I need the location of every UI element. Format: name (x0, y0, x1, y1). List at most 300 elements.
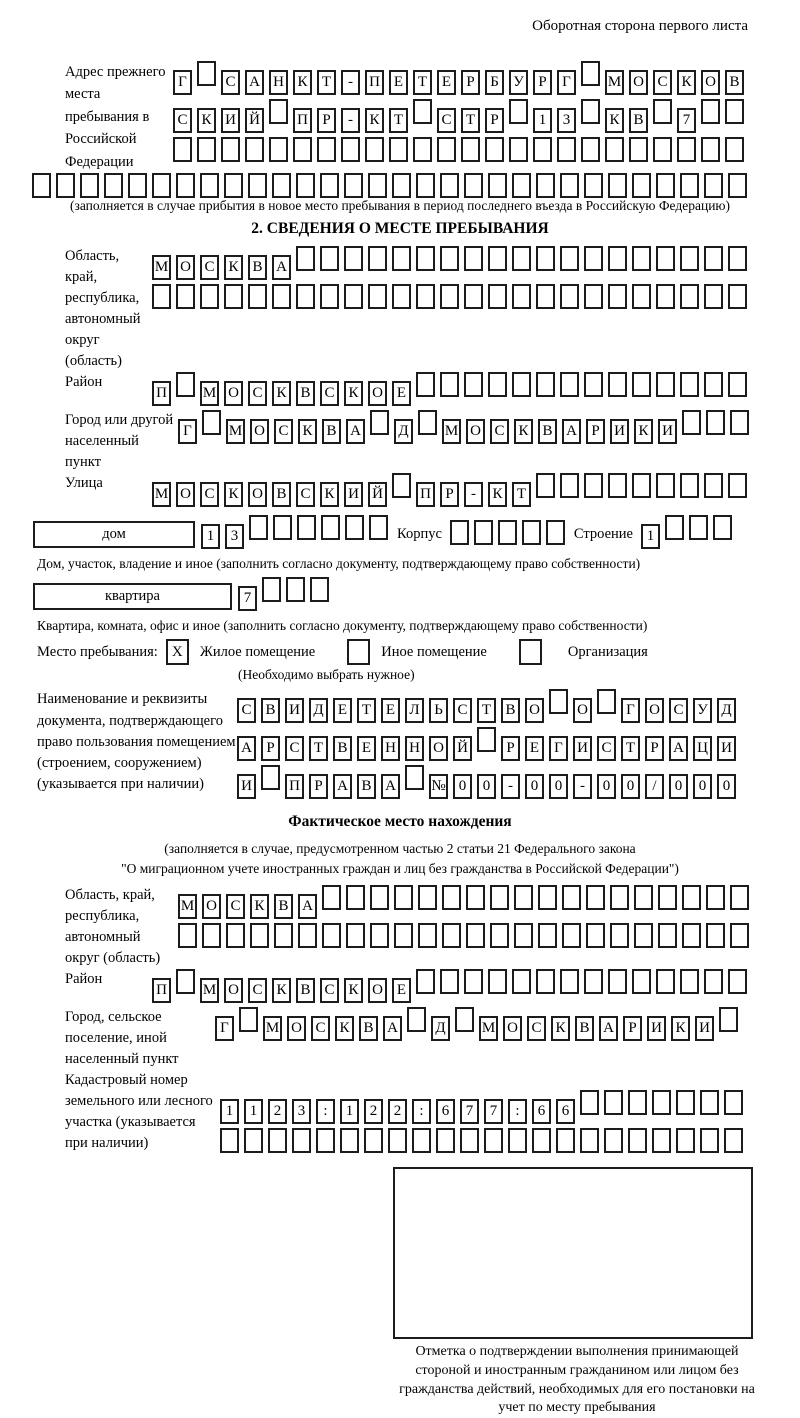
char-box: О (248, 482, 267, 507)
char-box: П (285, 774, 304, 799)
char-box: О (629, 70, 648, 95)
cadastral-row-1 (220, 1090, 748, 1124)
char-box: К (197, 108, 216, 133)
actual-region-label: Область, край, республика, автономный округ (область) (65, 886, 161, 966)
char-box (730, 410, 749, 435)
char-box: 0 (597, 774, 616, 799)
char-box: К (514, 419, 533, 444)
char-box: 7 (460, 1099, 479, 1124)
char-box (412, 1128, 431, 1153)
char-box: К (224, 482, 243, 507)
char-box (706, 410, 725, 435)
char-box: Г (173, 70, 192, 95)
char-box: Р (533, 70, 552, 95)
char-box (560, 372, 579, 397)
char-box (512, 173, 531, 198)
char-box (584, 284, 603, 309)
char-box: В (296, 978, 315, 1003)
char-box: А (245, 70, 264, 95)
char-box: 6 (436, 1099, 455, 1124)
char-box: О (224, 978, 243, 1003)
char-box (416, 173, 435, 198)
char-box (346, 923, 365, 948)
char-box: № (429, 774, 448, 799)
char-box: 0 (453, 774, 472, 799)
document-row-3 (237, 765, 741, 799)
char-box (220, 1128, 239, 1153)
char-box: К (488, 482, 507, 507)
char-box (512, 284, 531, 309)
house-line (33, 515, 800, 553)
char-box: О (250, 419, 269, 444)
char-box: И (717, 736, 736, 761)
char-box (394, 885, 413, 910)
char-box (320, 246, 339, 271)
char-box (634, 923, 653, 948)
char-box (474, 520, 493, 545)
char-box (658, 923, 677, 948)
char-box: О (701, 70, 720, 95)
char-box (442, 885, 461, 910)
char-box (244, 1128, 263, 1153)
char-box: 6 (532, 1099, 551, 1124)
char-box: И (221, 108, 240, 133)
char-box (286, 577, 305, 602)
char-box: Н (269, 70, 288, 95)
char-box (413, 137, 432, 162)
char-box (392, 473, 411, 498)
char-box (341, 137, 360, 162)
char-box (202, 410, 221, 435)
char-box (584, 372, 603, 397)
char-box: Н (405, 736, 424, 761)
char-box: И (237, 774, 256, 799)
char-box: А (346, 419, 365, 444)
char-box (455, 1007, 474, 1032)
char-box: Г (621, 698, 640, 723)
char-box: 0 (621, 774, 640, 799)
apartment-number-row (238, 577, 334, 611)
char-box (340, 1128, 359, 1153)
char-box (392, 246, 411, 271)
char-box (440, 284, 459, 309)
char-box (509, 99, 528, 124)
char-box: А (599, 1016, 618, 1041)
char-box (665, 515, 684, 540)
char-box: К (344, 978, 363, 1003)
char-box (706, 885, 725, 910)
stay-option-residential-label: Жилое помещение (199, 644, 316, 661)
char-box: Д (309, 698, 328, 723)
char-box: Г (557, 70, 576, 95)
char-box (394, 923, 413, 948)
apartment-type-box: квартира (33, 583, 232, 610)
actual-district-label: Район (65, 970, 103, 987)
char-box (370, 885, 389, 910)
char-box (608, 173, 627, 198)
char-box: К (605, 108, 624, 133)
char-box: - (341, 70, 360, 95)
char-box (656, 246, 675, 271)
char-box: У (509, 70, 528, 95)
char-box (632, 173, 651, 198)
char-box: И (285, 698, 304, 723)
char-box (652, 1090, 671, 1115)
char-box (728, 372, 747, 397)
char-box (197, 137, 216, 162)
char-box (704, 246, 723, 271)
char-box (725, 137, 744, 162)
char-box (416, 284, 435, 309)
char-box (488, 969, 507, 994)
char-box: Й (368, 482, 387, 507)
district-block (65, 372, 800, 410)
char-box: П (152, 978, 171, 1003)
char-box (701, 137, 720, 162)
actual-city-row (215, 1007, 743, 1066)
char-box (512, 372, 531, 397)
char-box: А (333, 774, 352, 799)
char-box (724, 1090, 743, 1115)
char-box: И (344, 482, 363, 507)
char-box (628, 1128, 647, 1153)
char-box: Е (437, 70, 456, 95)
char-box (557, 137, 576, 162)
actual-location-title: Фактическое место нахождения (288, 813, 512, 831)
char-box (581, 137, 600, 162)
char-box (297, 515, 316, 540)
char-box (436, 1128, 455, 1153)
char-box: Д (394, 419, 413, 444)
char-box: Р (440, 482, 459, 507)
actual-location-note-1: (заполняется в случае, предусмотренном частью 2 статьи 21 Федерального закона (164, 841, 636, 857)
stay-type-label: Место пребывания: (37, 644, 158, 661)
char-box (580, 1128, 599, 1153)
char-box: Р (501, 736, 520, 761)
char-box: Г (215, 1016, 234, 1041)
char-box (700, 1128, 719, 1153)
char-box (365, 137, 384, 162)
char-box (440, 173, 459, 198)
char-box: В (629, 108, 648, 133)
char-box (704, 372, 723, 397)
actual-city-block (65, 1007, 800, 1070)
char-box (488, 246, 507, 271)
char-box: 3 (292, 1099, 311, 1124)
char-box: В (725, 70, 744, 95)
char-box (269, 99, 288, 124)
char-box: 0 (549, 774, 568, 799)
char-box (632, 246, 651, 271)
char-box: В (333, 736, 352, 761)
char-box: Т (389, 108, 408, 133)
char-box: С (248, 978, 267, 1003)
char-box (730, 885, 749, 910)
char-box: П (365, 70, 384, 95)
char-box (608, 284, 627, 309)
char-box (440, 246, 459, 271)
char-box (604, 1090, 623, 1115)
document-label: Наименование и реквизиты документа, подтверждающего право пользования помещением (строением, сооружением) (указывается при наличии) (37, 691, 236, 792)
region-row-1 (152, 246, 752, 280)
char-box (464, 969, 483, 994)
char-box: Д (717, 698, 736, 723)
char-box: О (645, 698, 664, 723)
char-box: П (416, 482, 435, 507)
char-box (656, 173, 675, 198)
char-box (200, 173, 219, 198)
char-box (508, 1128, 527, 1153)
char-box (713, 515, 732, 540)
char-box: К (272, 381, 291, 406)
district-row (152, 372, 752, 406)
char-box (701, 99, 720, 124)
char-box (538, 923, 557, 948)
char-box (728, 969, 747, 994)
char-box (442, 923, 461, 948)
char-box (730, 923, 749, 948)
char-box (104, 173, 123, 198)
char-box: С (237, 698, 256, 723)
char-box: С (274, 419, 293, 444)
char-box: А (381, 774, 400, 799)
char-box: К (320, 482, 339, 507)
char-box (604, 1128, 623, 1153)
char-box (629, 137, 648, 162)
char-box: М (442, 419, 461, 444)
char-box: О (368, 381, 387, 406)
char-box (320, 173, 339, 198)
char-box (536, 284, 555, 309)
prev-address-label: Адрес прежнего места пребывания в Российской Федерации (65, 64, 166, 170)
char-box (719, 1007, 738, 1032)
char-box (562, 923, 581, 948)
stay-type-row (37, 639, 800, 665)
char-box: Б (485, 70, 504, 95)
char-box: Г (549, 736, 568, 761)
char-box (389, 137, 408, 162)
char-box (584, 246, 603, 271)
char-box (560, 473, 579, 498)
char-box (658, 885, 677, 910)
char-box (536, 246, 555, 271)
prev-address-row-4 (32, 173, 800, 198)
region-rows (152, 246, 752, 372)
char-box (728, 473, 747, 498)
char-box (250, 923, 269, 948)
actual-region-row-1 (178, 885, 754, 919)
char-box (364, 1128, 383, 1153)
char-box (262, 577, 281, 602)
char-box: - (573, 774, 592, 799)
apartment-note: Квартира, комната, офис и иное (заполнить согласно документу, подтверждающему право собственности) (37, 618, 648, 634)
char-box (460, 1128, 479, 1153)
char-box (584, 473, 603, 498)
char-box: У (693, 698, 712, 723)
cadastral-row-2 (220, 1128, 748, 1153)
char-box: / (645, 774, 664, 799)
char-box: Т (477, 698, 496, 723)
char-box: Е (333, 698, 352, 723)
char-box: В (248, 255, 267, 280)
char-box: Й (245, 108, 264, 133)
prev-address-row-3 (173, 137, 749, 162)
char-box: А (272, 255, 291, 280)
char-box (512, 246, 531, 271)
char-box: П (293, 108, 312, 133)
char-box (268, 1128, 287, 1153)
char-box (608, 473, 627, 498)
char-box (680, 284, 699, 309)
char-box (296, 173, 315, 198)
actual-region-row-2 (178, 923, 754, 948)
char-box: С (490, 419, 509, 444)
char-box (680, 969, 699, 994)
char-box: В (575, 1016, 594, 1041)
char-box: : (412, 1099, 431, 1124)
cadastral-block (65, 1070, 800, 1157)
char-box (178, 923, 197, 948)
char-box (656, 473, 675, 498)
char-box (728, 284, 747, 309)
char-box (56, 173, 75, 198)
char-box (440, 969, 459, 994)
char-box (320, 284, 339, 309)
char-box (725, 99, 744, 124)
char-box (345, 515, 364, 540)
char-box: С (221, 70, 240, 95)
stay-option-organization-label: Организация (567, 644, 648, 661)
street-block (65, 473, 800, 511)
char-box (272, 173, 291, 198)
char-box (464, 173, 483, 198)
char-box (344, 246, 363, 271)
char-box: Р (586, 419, 605, 444)
confirmation-stamp-box (393, 1167, 753, 1339)
char-box (274, 923, 293, 948)
char-box: 1 (641, 524, 660, 549)
char-box: И (695, 1016, 714, 1041)
char-box (464, 246, 483, 271)
char-box: П (152, 381, 171, 406)
char-box: С (285, 736, 304, 761)
stay-option-residential-checkbox: X (166, 639, 189, 665)
char-box: К (293, 70, 312, 95)
actual-region-block (65, 885, 800, 969)
actual-district-row (152, 969, 752, 1003)
char-box: О (202, 894, 221, 919)
char-box (416, 372, 435, 397)
char-box: О (573, 698, 592, 723)
char-box (560, 246, 579, 271)
char-box: Т (621, 736, 640, 761)
char-box: М (479, 1016, 498, 1041)
char-box (484, 1128, 503, 1153)
char-box: К (224, 255, 243, 280)
char-box: Т (317, 70, 336, 95)
char-box (488, 284, 507, 309)
char-box (632, 372, 651, 397)
char-box (296, 246, 315, 271)
city-row (178, 410, 754, 469)
char-box: - (341, 108, 360, 133)
char-box: К (677, 70, 696, 95)
region-row-2 (152, 284, 752, 309)
char-box (597, 689, 616, 714)
char-box (418, 410, 437, 435)
char-box (152, 284, 171, 309)
char-box (682, 410, 701, 435)
char-box: Д (431, 1016, 450, 1041)
char-box: С (320, 381, 339, 406)
char-box (239, 1007, 258, 1032)
char-box: 1 (244, 1099, 263, 1124)
char-box: С (597, 736, 616, 761)
char-box: В (272, 482, 291, 507)
char-box (680, 173, 699, 198)
prev-address-rows (173, 61, 749, 173)
char-box: 3 (225, 524, 244, 549)
char-box (272, 284, 291, 309)
char-box: 1 (340, 1099, 359, 1124)
char-box: Т (461, 108, 480, 133)
char-box: 2 (364, 1099, 383, 1124)
char-box: К (551, 1016, 570, 1041)
house-type-box: дом (33, 521, 195, 548)
char-box (632, 969, 651, 994)
apartment-line (33, 577, 800, 615)
char-box (488, 173, 507, 198)
char-box: Р (485, 108, 504, 133)
confirmation-stamp-note: Отметка о подтверждении выполнения принимающей стороной и иностранным гражданином или лицом без гражданства действий, необходимых для его постановки на учет по месту пребывания (399, 1343, 755, 1416)
char-box: 0 (717, 774, 736, 799)
char-box: Е (392, 381, 411, 406)
char-box: С (527, 1016, 546, 1041)
char-box: Г (178, 419, 197, 444)
region-block (65, 246, 800, 372)
actual-district-block (65, 969, 800, 1007)
prev-address-block (65, 61, 800, 173)
char-box (689, 515, 708, 540)
char-box: О (429, 736, 448, 761)
char-box (298, 923, 317, 948)
char-box (344, 173, 363, 198)
char-box: С (296, 482, 315, 507)
char-box (273, 515, 292, 540)
char-box: 0 (669, 774, 688, 799)
char-box: Р (317, 108, 336, 133)
char-box (296, 284, 315, 309)
char-box: О (176, 482, 195, 507)
char-box: М (263, 1016, 282, 1041)
char-box (682, 923, 701, 948)
char-box (656, 284, 675, 309)
char-box (586, 885, 605, 910)
char-box (549, 689, 568, 714)
char-box (677, 137, 696, 162)
char-box: О (224, 381, 243, 406)
char-box (680, 246, 699, 271)
char-box: С (226, 894, 245, 919)
char-box (248, 173, 267, 198)
char-box: Е (392, 978, 411, 1003)
char-box: 1 (220, 1099, 239, 1124)
char-box (293, 137, 312, 162)
char-box: 1 (201, 524, 220, 549)
document-row-1 (237, 689, 741, 723)
char-box (416, 246, 435, 271)
char-box: А (298, 894, 317, 919)
